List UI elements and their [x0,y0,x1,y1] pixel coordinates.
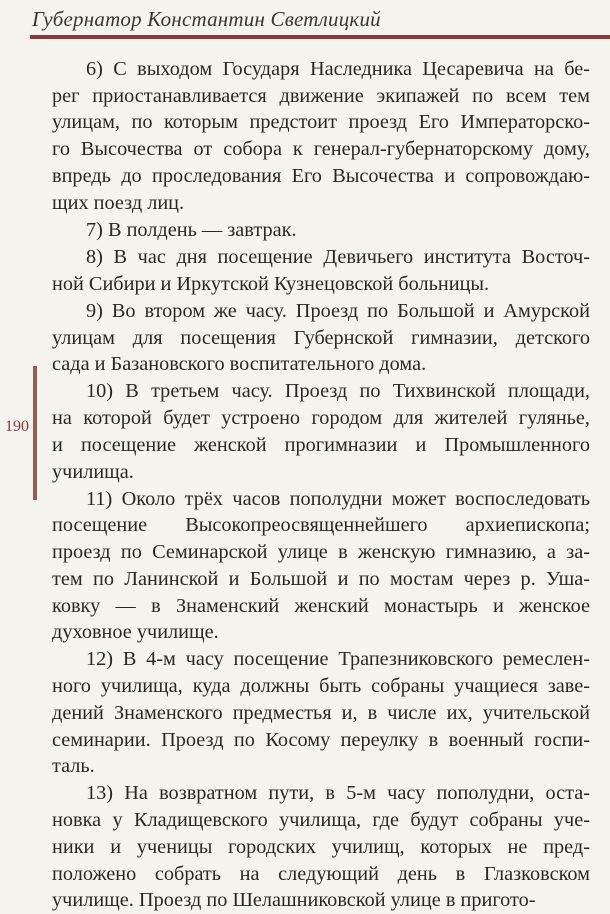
margin-bar [33,366,37,500]
text-line: новка у Кладищевского училища, где будут собраны уче- [52,809,590,832]
text-line: рег приостанавливается движение экипажей по всем тем [52,84,590,107]
text-line: посещение Высокопреосвященнейшего архиепископа; [52,514,590,537]
paragraph [52,217,590,244]
text-line: улицам, по которым предстоит проезд Его Императорско- [52,111,590,134]
page-number: 190 [5,418,29,435]
text-line: 11) Около трёх часов пополудни может воспоследовать [86,487,590,510]
text-line: училище. Проезд по Шелашниковской улице в пригото- [52,889,536,912]
text-line: 6) С выходом Государя Наследника Цесаревича на бе- [86,58,590,80]
paragraph [52,780,590,914]
text-line: на которой будет устроено городом для жителей гулянье, [52,407,590,430]
text-line: 13) На возвратном пути, в 5-м часу пополудни, оста- [86,782,590,805]
text-line: впредь до проследования Его Высочества и сопровождаю- [52,164,590,187]
text-line: 10) В третьем часу. Проезд по Тихвинской площади, [86,380,590,403]
paragraph [52,298,590,378]
paragraph [52,486,590,646]
body-text [52,56,590,914]
header-rule [30,35,610,39]
text-line: ники и ученицы городских училищ, которых не пред- [52,835,590,858]
text-line: ного училища, куда должны быть собраны учащиеся заве- [52,675,590,698]
paragraph [52,244,590,297]
text-line: таль. [52,755,95,778]
running-head: Губернатор Константин Светлицкий [32,7,381,31]
text-line: ковку — в Знаменский женский монастырь и женское [52,594,590,617]
text-line: духовное училище. [52,621,219,644]
paragraph [52,646,590,780]
text-line: проезд по Семинарской улице в женскую гимназию, а за- [52,541,590,564]
text-line: ной Сибири и Иркутской Кузнецовской больницы. [52,272,490,295]
text-line: тем по Ланинской и Большой и по мостам через р. Уша- [52,567,590,590]
text-line: щих поезд лиц. [52,191,185,214]
text-line: училища. [52,460,134,483]
paragraph [52,56,590,216]
text-line: 12) В 4-м часу посещение Трапезниковского ремеслен- [86,648,590,671]
text-line: улицам для посещения Губернской гимназии, детского [52,326,590,349]
text-line: го Высочества от собора к генерал-губернаторскому дому, [52,138,590,161]
text-line: 7) В полдень — завтрак. [86,218,297,241]
text-line: и посещение женской прогимназии и Промышленного [52,433,590,456]
page-header [30,3,610,37]
text-line: 8) В час дня посещение Девичьего института Восточ- [86,245,590,268]
text-line: сада и Базановского воспитательного дома. [52,353,427,376]
paragraph [52,378,590,485]
text-line: положено собрать на следующий день в Глазковском [52,862,590,885]
text-line: 9) Во втором же часу. Проезд по Большой и Амурской [86,299,590,322]
text-line: семинарии. Проезд по Косому переулку в военный госпи- [52,728,590,751]
text-line: дений Знаменского предместья и, в числе их, учительской [52,701,590,724]
